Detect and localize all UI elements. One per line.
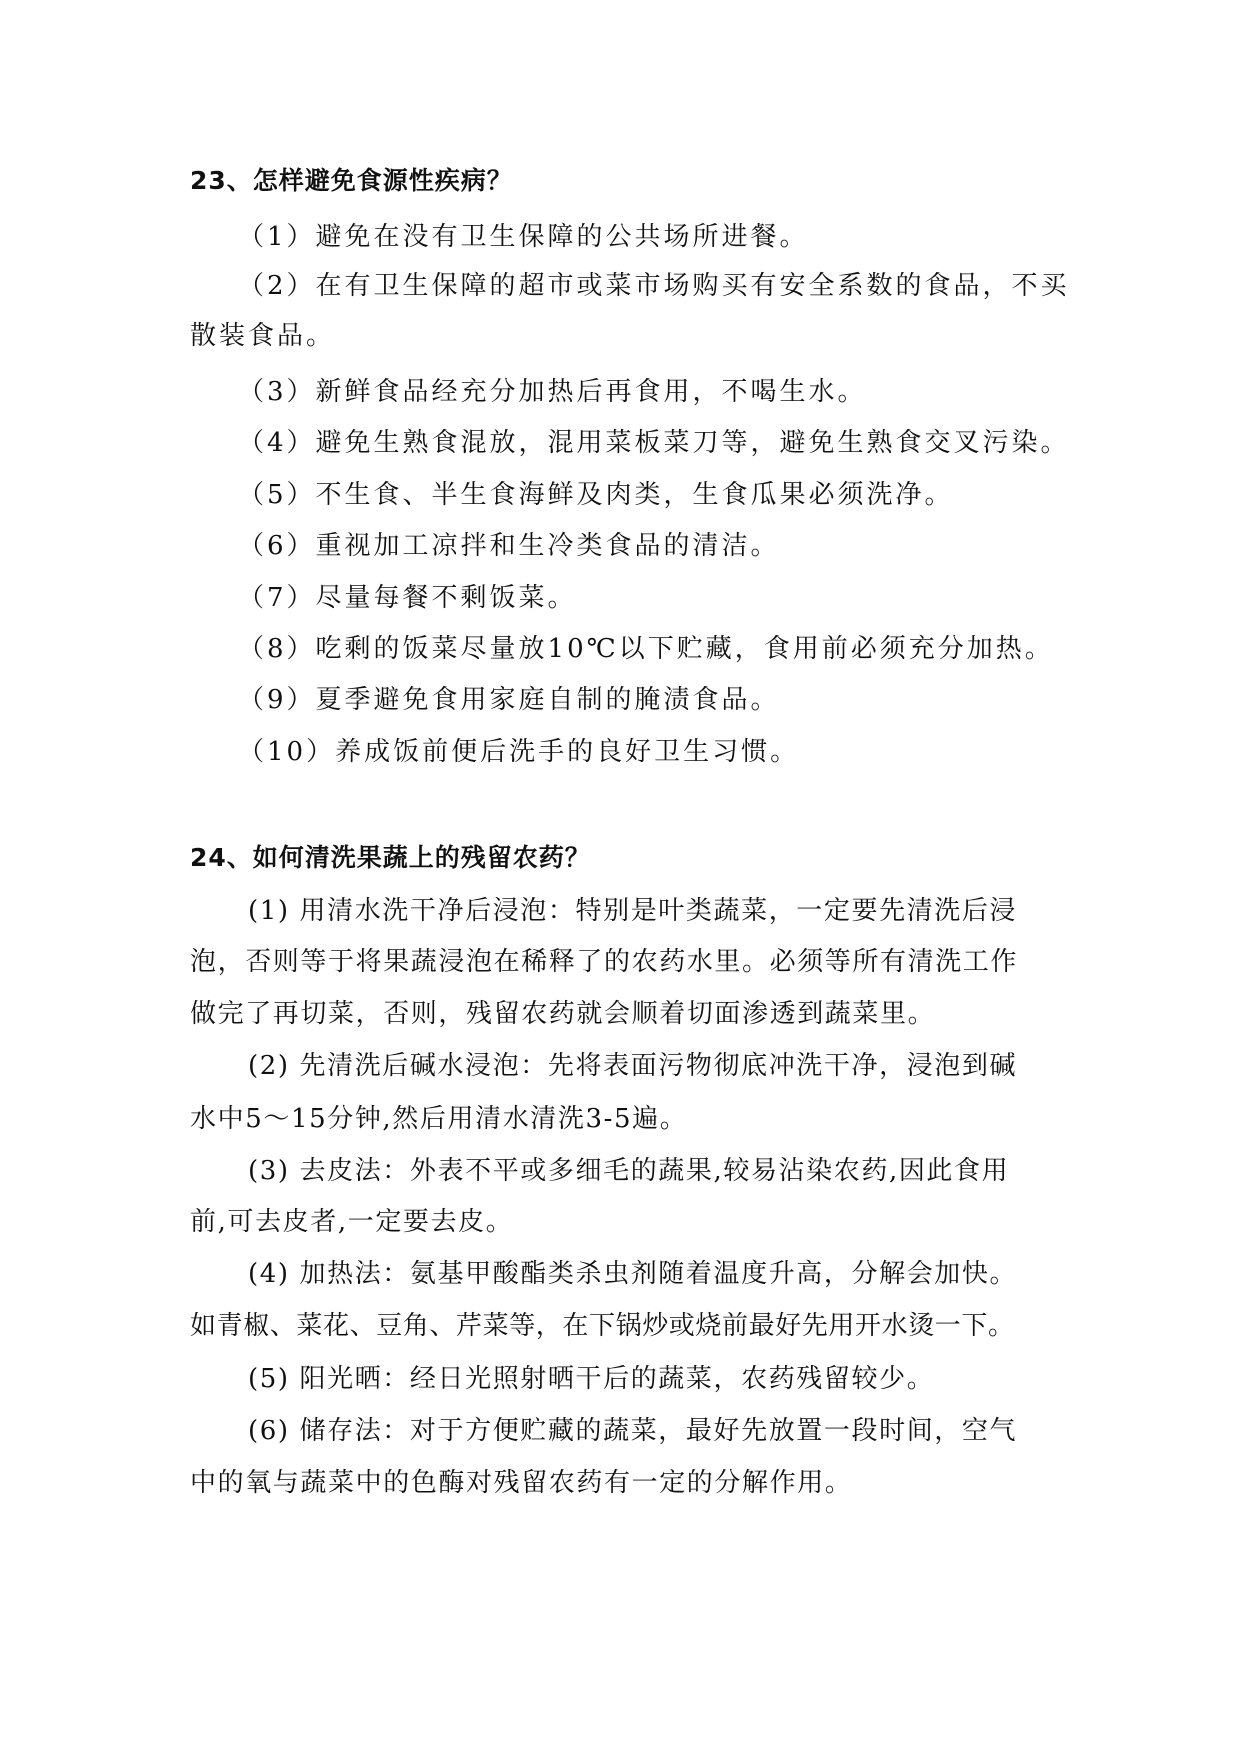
section-24-item-4: (4) 加热法：氨基甲酸酯类杀虫剂随着温度升高，分解会加快。 [248,1259,1018,1289]
section-23-item-2-cont: 散装食品。 [190,321,336,351]
section-23-item-1: （1）避免在没有卫生保障的公共场所进餐。 [238,222,809,252]
section-23-item-4: （4）避免生熟食混放，混用菜板菜刀等，避免生熟食交叉污染。 [238,428,1070,458]
section-23-item-3: （3）新鲜食品经充分加热后再食用，不喝生水。 [238,377,867,407]
section-24-item-3-cont: 前,可去皮者,一定要去皮。 [190,1207,514,1237]
section-24-heading: 24、如何清洗果蔬上的残留农药？ [190,843,591,872]
section-24-item-4-cont: 如青椒、菜花、豆角、芹菜等，在下锅炒或烧前最好先用开水烫一下。 [190,1311,1015,1341]
section-23-item-5: （5）不生食、半生食海鲜及肉类，生食瓜果必须洗净。 [238,480,954,510]
section-24-item-2-cont: 水中5～15分钟,然后用清水清洗3-5遍。 [190,1104,688,1134]
section-23-heading: 23、怎样避免食源性疾病？ [190,166,513,195]
section-24-item-3: (3) 去皮法：外表不平或多细毛的蔬果,较易沾染农药,因此食用 [248,1156,1010,1186]
section-24-item-1: (1) 用清水洗干净后浸泡：特别是叶类蔬菜，一定要先清洗后浸 [248,896,1018,926]
section-24-item-6-cont: 中的氧与蔬菜中的色酶对残留农药有一定的分解作用。 [190,1468,853,1498]
section-23-item-10: （10）养成饭前便后洗手的良好卫生习惯。 [238,737,800,767]
section-24-item-2: (2) 先清洗后碱水浸泡：先将表面污物彻底冲洗干净，浸泡到碱 [248,1051,1018,1081]
section-23-item-9: （9）夏季避免食用家庭自制的腌渍食品。 [238,685,780,715]
section-24-item-6: (6) 储存法：对于方便贮藏的蔬菜，最好先放置一段时间，空气 [248,1416,1018,1446]
section-23-item-2: （2）在有卫生保障的超市或菜市场购买有安全系数的食品，不买 [238,271,1070,301]
section-24-item-5: (5) 阳光晒：经日光照射晒干后的蔬菜，农药残留较少。 [248,1364,935,1394]
section-23-item-7: （7）尽量每餐不剩饭菜。 [238,583,577,613]
section-23-item-6: （6）重视加工凉拌和生冷类食品的清洁。 [238,531,780,561]
section-23-item-8: （8）吃剩的饭菜尽量放10℃以下贮藏，食用前必须充分加热。 [238,634,1054,664]
section-24-item-1-cont-1: 泡，否则等于将果蔬浸泡在稀释了的农药水里。必须等所有清洗工作 [190,947,1019,977]
section-24-item-1-cont-2: 做完了再切菜，否则，残留农药就会顺着切面渗透到蔬菜里。 [190,999,936,1029]
